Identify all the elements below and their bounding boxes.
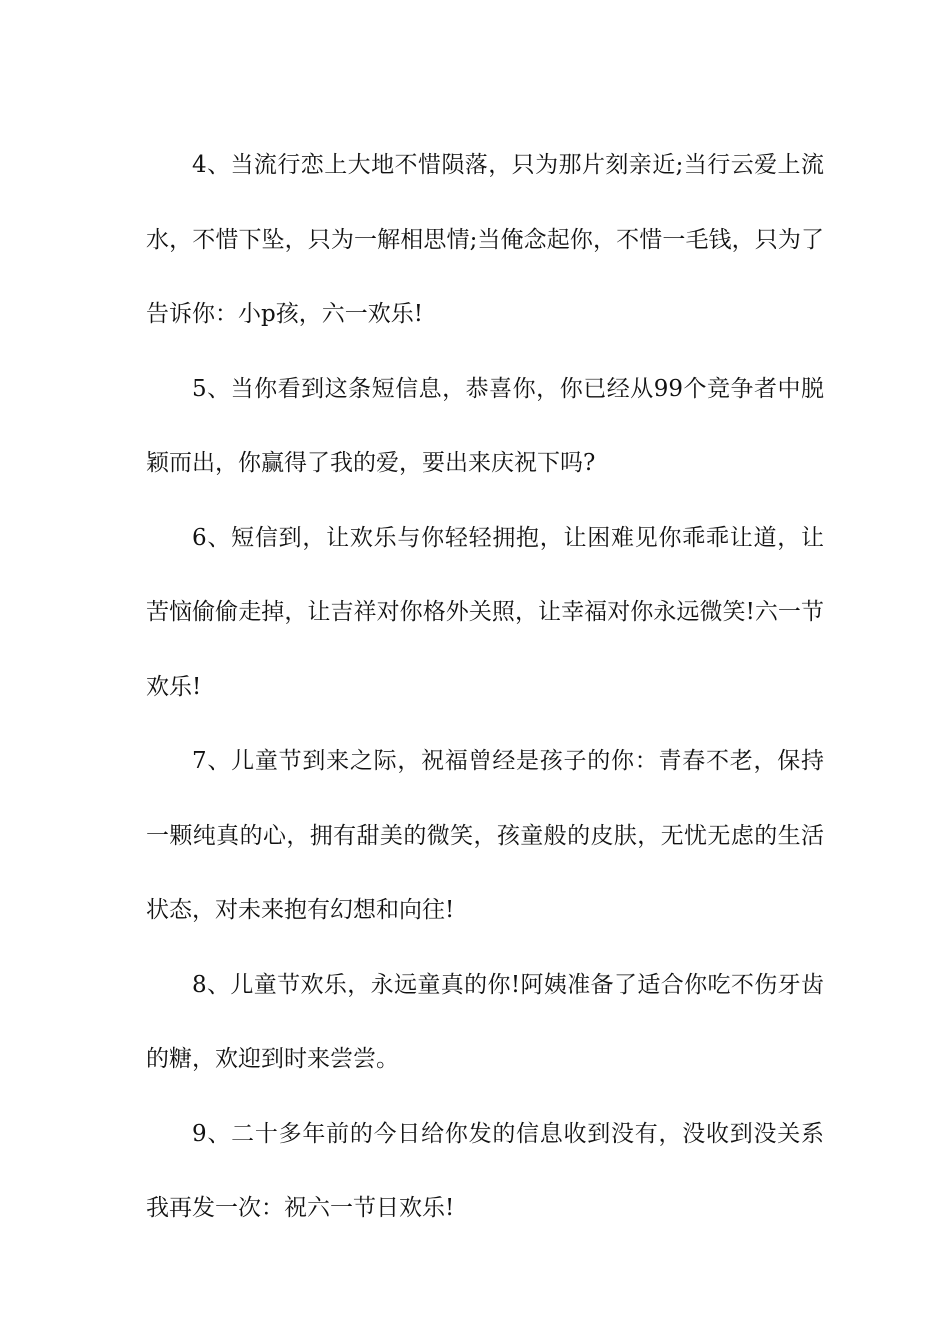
paragraph-7: 7、儿童节到来之际，祝福曾经是孩子的你：青春不老，保持一颗纯真的心，拥有甜美的微笑，孩童般的皮肤，无忧无虑的生活状态，对未来抱有幻想和向往! — [146, 748, 824, 923]
paragraph-8: 8、儿童节欢乐，永远童真的你!阿姨准备了适合你吃不伤牙齿的糖，欢迎到时来尝尝。 — [146, 971, 824, 1072]
paragraph-6: 6、短信到，让欢乐与你轻轻拥抱，让困难见你乖乖让道，让苦恼偷偷走掉，让吉祥对你格外关照，让幸福对你永远微笑!六一节欢乐! — [146, 524, 824, 700]
paragraph-9: 9、二十多年前的今日给你发的信息收到没有，没收到没关系我再发一次：祝六一节日欢乐! — [146, 1120, 824, 1221]
paragraph-5: 5、当你看到这条短信息，恭喜你，你已经从99个竞争者中脱颖而出，你赢得了我的爱，要出来庆祝下吗? — [146, 375, 824, 476]
paragraph-4: 4、当流行恋上大地不惜陨落，只为那片刻亲近;当行云爱上流水，不惜下坠，只为一解相思情;当俺念起你，不惜一毛钱，只为了告诉你：小p孩，六一欢乐! — [146, 152, 824, 327]
document-body — [146, 128, 824, 1246]
